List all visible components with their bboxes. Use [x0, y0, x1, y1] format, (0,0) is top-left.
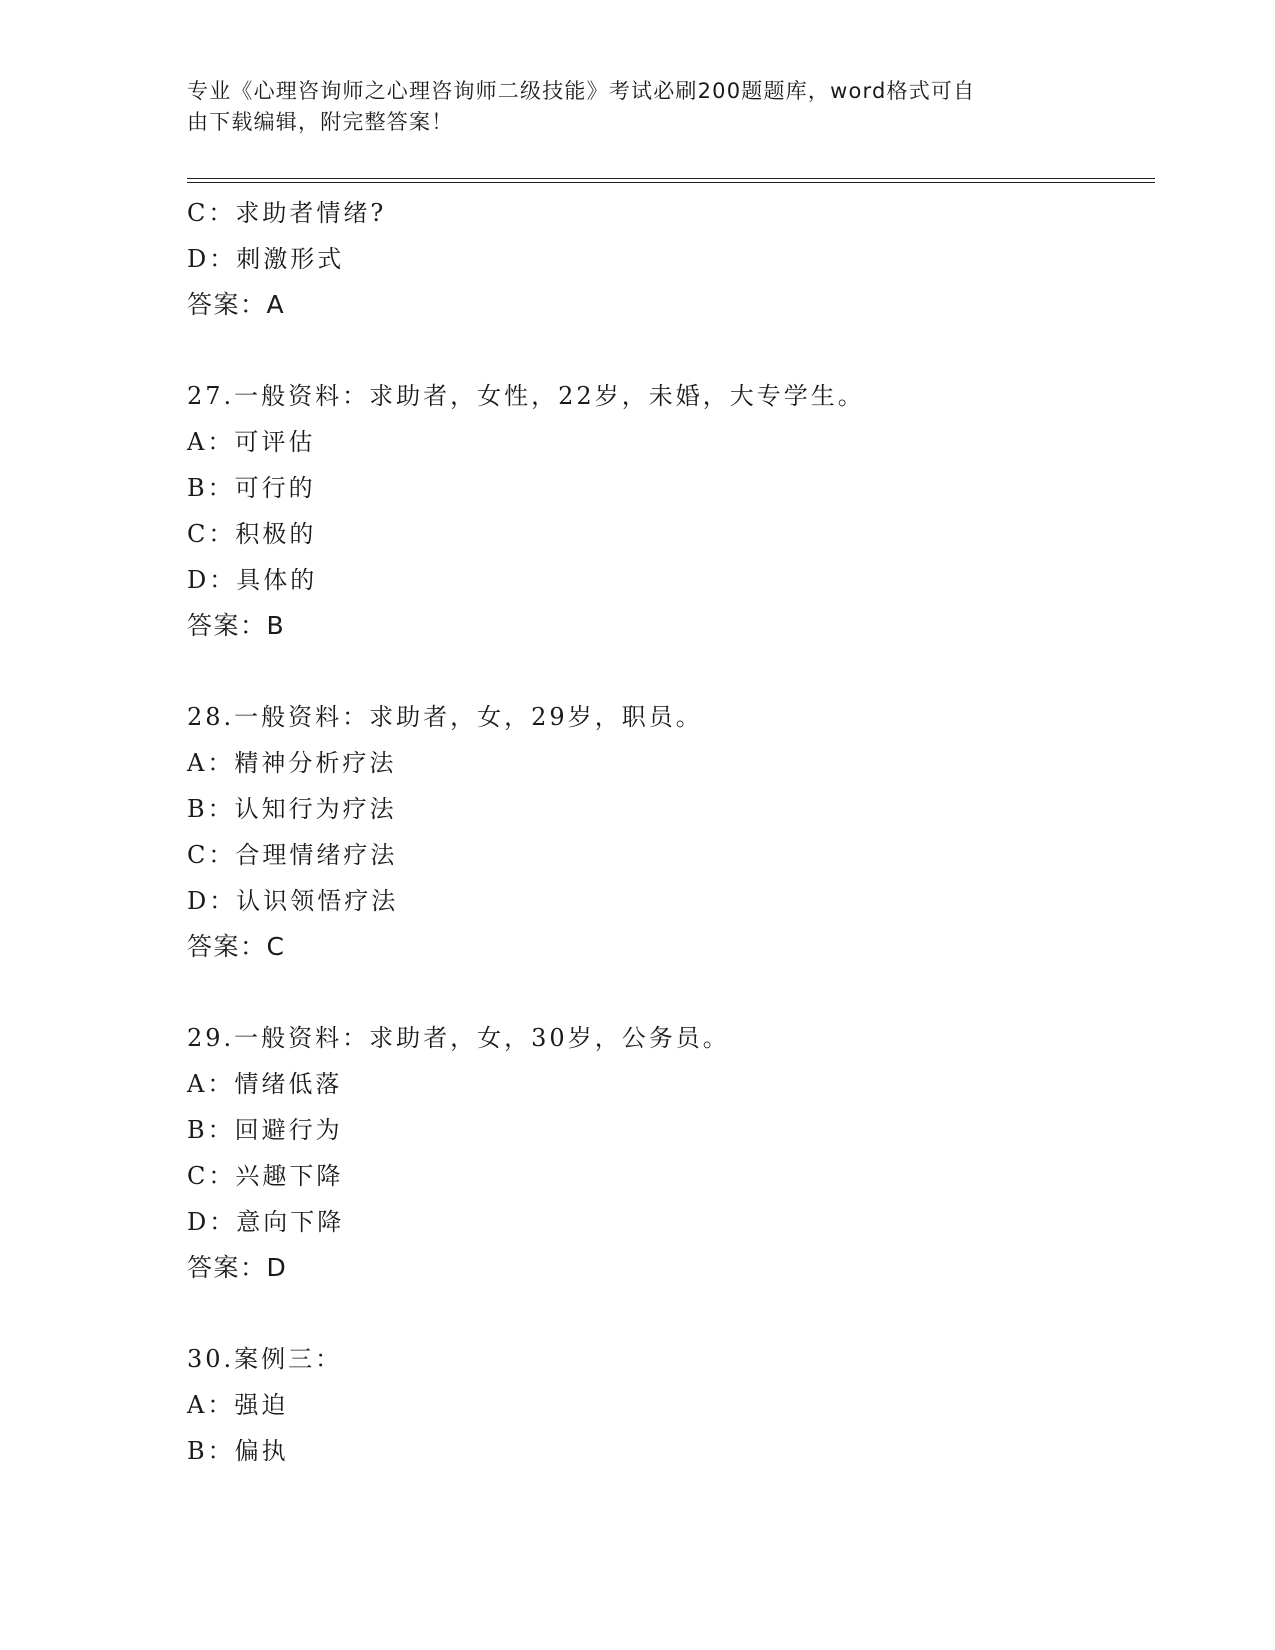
- spacer: [187, 328, 1155, 373]
- option-b: B：认知行为疗法: [187, 795, 397, 823]
- spacer: [187, 970, 1155, 1015]
- answer-line: 答案：C: [187, 932, 286, 961]
- document-header: [187, 76, 1067, 138]
- question-28: [187, 694, 1155, 970]
- question-30: [187, 1336, 1155, 1474]
- header-line-1: 专业《心理咨询师之心理咨询师二级技能》考试必刷200题题库，word格式可自: [187, 79, 976, 103]
- spacer: [187, 1291, 1155, 1336]
- spacer: [187, 649, 1155, 694]
- question-29: [187, 1015, 1155, 1291]
- option-c: C：求助者情绪?: [187, 199, 387, 227]
- option-c: C：合理情绪疗法: [187, 841, 398, 869]
- option-d: D：意向下降: [187, 1208, 345, 1236]
- question-stem: 30.案例三：: [187, 1345, 343, 1373]
- answer-line: 答案：A: [187, 290, 286, 319]
- header-line-2: 由下载编辑，附完整答案！: [187, 110, 454, 134]
- option-a: A：情绪低落: [187, 1070, 343, 1098]
- answer-line: 答案：D: [187, 1253, 288, 1282]
- question-stem: 29.一般资料：求助者，女，30岁，公务员。: [187, 1024, 730, 1052]
- option-c: C：兴趣下降: [187, 1162, 344, 1190]
- header-divider: [187, 178, 1155, 183]
- answer-line: 答案：B: [187, 611, 286, 640]
- option-c: C：积极的: [187, 520, 317, 548]
- question-list: [187, 190, 1155, 1474]
- option-a: A：精神分析疗法: [187, 749, 397, 777]
- question-26-tail: [187, 190, 1155, 328]
- option-b: B：可行的: [187, 474, 316, 502]
- option-d: D：认识领悟疗法: [187, 887, 399, 915]
- option-a: A：可评估: [187, 428, 316, 456]
- question-stem: 27.一般资料：求助者，女性，22岁，未婚，大专学生。: [187, 382, 865, 410]
- option-b: B：回避行为: [187, 1116, 343, 1144]
- document-page: [187, 0, 1155, 1650]
- option-d: D：刺激形式: [187, 245, 345, 273]
- question-stem: 28.一般资料：求助者，女，29岁，职员。: [187, 703, 703, 731]
- option-b: B：偏执: [187, 1437, 289, 1465]
- question-27: [187, 373, 1155, 649]
- option-d: D：具体的: [187, 566, 318, 594]
- option-a: A：强迫: [187, 1391, 289, 1419]
